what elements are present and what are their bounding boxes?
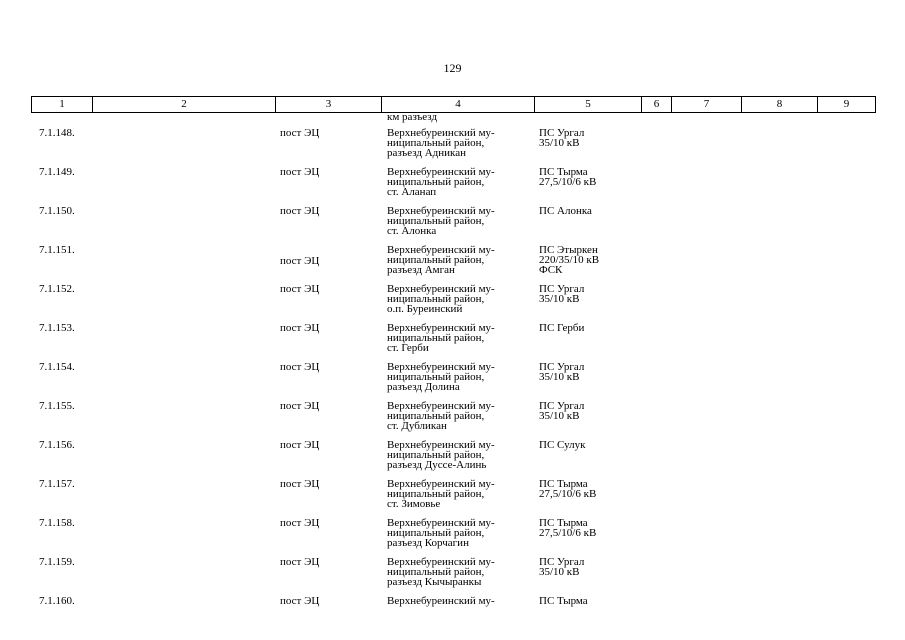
location-cell [387, 518, 527, 548]
power-source-line: ПС Герби [539, 322, 585, 334]
power-source-line: ПС Тырма [539, 517, 588, 529]
power-source-line: 35/10 кВ [539, 410, 580, 422]
object-name: пост ЭЦ [280, 439, 320, 451]
power-source-cell [539, 128, 629, 148]
column-header-5: 5 [534, 97, 641, 112]
column-header-2: 2 [92, 97, 275, 112]
location-cell [387, 284, 527, 314]
column-header-6: 6 [641, 97, 671, 112]
power-source-line: 27,5/10/6 кВ [539, 527, 597, 539]
power-source-line: ПС Ургал [539, 283, 585, 295]
row-number: 7.1.155. [39, 400, 75, 412]
row-number: 7.1.149. [39, 166, 75, 178]
location-line: Верхнебуреинский му- [387, 439, 495, 451]
row-number: 7.1.160. [39, 595, 75, 607]
power-source-line: 35/10 кВ [539, 371, 580, 383]
location-line: ниципальный район, [387, 293, 485, 305]
location-cell [387, 479, 527, 509]
power-source-line: ФСК [539, 264, 563, 276]
object-name: пост ЭЦ [280, 205, 320, 217]
location-cell [387, 167, 527, 197]
power-source-cell [539, 401, 629, 421]
location-line: Верхнебуреинский му- [387, 244, 495, 256]
column-header-8: 8 [741, 97, 817, 112]
power-source-line: ПС Ургал [539, 556, 585, 568]
location-line: Верхнебуреинский му- [387, 127, 495, 139]
object-name: пост ЭЦ [280, 255, 320, 267]
power-source-line: ПС Этыркен [539, 244, 598, 256]
location-line: ниципальный район, [387, 215, 485, 227]
object-name: пост ЭЦ [280, 322, 320, 334]
location-line: разъезд Амган [387, 264, 455, 276]
location-line: разъезд Адникан [387, 147, 466, 159]
location-line: ст. Герби [387, 342, 429, 354]
location-line: Верхнебуреинский му- [387, 205, 495, 217]
row-number: 7.1.151. [39, 244, 75, 256]
column-header-7: 7 [671, 97, 741, 112]
location-cell [387, 401, 527, 431]
location-line: ст. Зимовье [387, 498, 441, 510]
power-source-cell [539, 206, 629, 216]
location-cell [387, 245, 527, 275]
location-line: разъезд Кычыранкы [387, 576, 482, 588]
location-line: о.п. Буреинский [387, 303, 463, 315]
power-source-cell [539, 362, 629, 382]
object-name: пост ЭЦ [280, 595, 320, 607]
row-number: 7.1.150. [39, 205, 75, 217]
object-name: пост ЭЦ [280, 556, 320, 568]
power-source-cell [539, 557, 629, 577]
location-line: ниципальный район, [387, 488, 485, 500]
object-name: пост ЭЦ [280, 478, 320, 490]
column-header-9: 9 [817, 97, 875, 112]
power-source-cell [539, 479, 629, 499]
power-source-line: ПС Алонка [539, 205, 592, 217]
column-header-3: 3 [275, 97, 381, 112]
location-cell [387, 128, 527, 158]
table-header-row [31, 96, 876, 113]
location-line: ниципальный район, [387, 527, 485, 539]
power-source-line: ПС Тырма [539, 478, 588, 490]
column-header-1: 1 [59, 98, 65, 110]
location-line: Верхнебуреинский му- [387, 322, 495, 334]
object-name: пост ЭЦ [280, 361, 320, 373]
location-line: Верхнебуреинский му- [387, 478, 495, 490]
location-line: Верхнебуреинский му- [387, 556, 495, 568]
location-cell [387, 323, 527, 353]
power-source-line: ПС Сулук [539, 439, 586, 451]
row-number: 7.1.156. [39, 439, 75, 451]
row-number: 7.1.158. [39, 517, 75, 529]
location-line: ниципальный район, [387, 566, 485, 578]
row-number: 7.1.157. [39, 478, 75, 490]
object-name: пост ЭЦ [280, 400, 320, 412]
power-source-cell [539, 167, 629, 187]
location-line: ниципальный район, [387, 176, 485, 188]
location-line: Верхнебуреинский му- [387, 595, 495, 607]
row-number: 7.1.159. [39, 556, 75, 568]
power-source-line: 35/10 кВ [539, 293, 580, 305]
location-cell [387, 557, 527, 587]
power-source-line: ПС Тырма [539, 166, 588, 178]
row-number: 7.1.152. [39, 283, 75, 295]
power-source-cell [539, 284, 629, 304]
location-line: ст. Дубликан [387, 420, 447, 432]
location-line: Верхнебуреинский му- [387, 400, 495, 412]
object-name: пост ЭЦ [280, 166, 320, 178]
power-source-line: 27,5/10/6 кВ [539, 176, 597, 188]
location-line: разъезд Долина [387, 381, 460, 393]
location-line: ниципальный район, [387, 371, 485, 383]
power-source-line: ПС Ургал [539, 400, 585, 412]
power-source-line: 35/10 кВ [539, 566, 580, 578]
row-number: 7.1.154. [39, 361, 75, 373]
continuation-text: км разъезд [387, 111, 438, 123]
location-line: Верхнебуреинский му- [387, 166, 495, 178]
location-line: Верхнебуреинский му- [387, 361, 495, 373]
location-line: ниципальный район, [387, 137, 485, 149]
object-name: пост ЭЦ [280, 283, 320, 295]
location-cell [387, 206, 527, 236]
object-name: пост ЭЦ [280, 517, 320, 529]
location-line: ст. Аланап [387, 186, 437, 198]
power-source-line: 220/35/10 кВ [539, 254, 600, 266]
location-line: разъезд Дуссе-Алинь [387, 459, 487, 471]
power-source-cell [539, 518, 629, 538]
power-source-cell [539, 440, 629, 450]
location-line: Верхнебуреинский му- [387, 283, 495, 295]
location-line: ниципальный район, [387, 332, 485, 344]
power-source-line: ПС Тырма [539, 595, 588, 607]
row-number: 7.1.148. [39, 127, 75, 139]
location-cell [387, 596, 527, 606]
power-source-line: 35/10 кВ [539, 137, 580, 149]
row-number: 7.1.153. [39, 322, 75, 334]
power-source-cell [539, 323, 629, 333]
location-cell [387, 440, 527, 470]
location-cell [387, 362, 527, 392]
location-line: разъезд Корчагин [387, 537, 469, 549]
column-header-4: 4 [381, 97, 534, 112]
location-line: ниципальный район, [387, 254, 485, 266]
object-name: пост ЭЦ [280, 127, 320, 139]
power-source-line: ПС Ургал [539, 361, 585, 373]
location-line: ниципальный район, [387, 449, 485, 461]
power-source-cell [539, 596, 629, 606]
power-source-line: ПС Ургал [539, 127, 585, 139]
power-source-line: 27,5/10/6 кВ [539, 488, 597, 500]
power-source-cell [539, 245, 629, 275]
location-line: ст. Алонка [387, 225, 437, 237]
page-number: 129 [443, 61, 462, 75]
location-line: Верхнебуреинский му- [387, 517, 495, 529]
location-line: ниципальный район, [387, 410, 485, 422]
